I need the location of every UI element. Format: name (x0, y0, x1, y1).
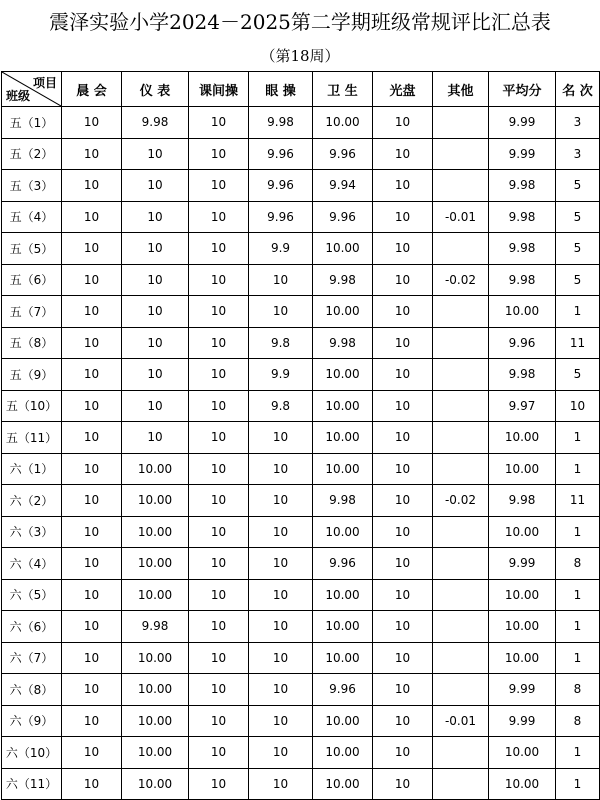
week-label: （第18周） (260, 47, 340, 65)
score-cell: 10 (249, 485, 313, 517)
score-cell: 10 (373, 327, 433, 359)
score-cell (433, 390, 489, 422)
score-cell: 10 (62, 642, 122, 674)
score-cell: 10.00 (313, 516, 373, 548)
score-cell: 10.00 (313, 296, 373, 328)
table-row (2, 611, 600, 643)
score-cell: 1 (556, 296, 600, 328)
score-cell: 10.00 (122, 674, 189, 706)
score-cell: 10 (62, 422, 122, 454)
score-cell (433, 768, 489, 800)
score-cell (433, 579, 489, 611)
score-cell: 10 (189, 359, 249, 391)
table-row (2, 422, 600, 454)
column-header: 课间操 (189, 72, 249, 107)
score-cell: 10 (189, 201, 249, 233)
class-name-cell: 五（8） (2, 327, 62, 359)
score-cell: 10 (189, 422, 249, 454)
score-cell: 10 (62, 390, 122, 422)
class-name-cell: 五（4） (2, 201, 62, 233)
table-row (2, 642, 600, 674)
score-cell (433, 737, 489, 769)
score-cell: 10 (62, 768, 122, 800)
score-cell: 10 (189, 674, 249, 706)
column-header: 晨 会 (62, 72, 122, 107)
table-row (2, 107, 600, 139)
score-cell: 10.00 (313, 768, 373, 800)
score-cell: 10 (122, 296, 189, 328)
score-cell: 10 (189, 107, 249, 139)
column-header: 光盘 (373, 72, 433, 107)
column-header: 眼 操 (249, 72, 313, 107)
score-cell: 10 (373, 296, 433, 328)
header-corner-cell (2, 72, 62, 107)
score-cell: -0.02 (433, 485, 489, 517)
score-cell: 10 (249, 611, 313, 643)
score-cell: 9.94 (313, 170, 373, 202)
score-cell: 10.00 (313, 233, 373, 265)
score-cell: 10 (122, 233, 189, 265)
class-name-cell: 五（7） (2, 296, 62, 328)
score-cell: 10 (62, 579, 122, 611)
score-cell: 9.96 (313, 548, 373, 580)
score-cell: 9.98 (249, 107, 313, 139)
score-cell: 9.96 (249, 170, 313, 202)
class-name-cell: 六（5） (2, 579, 62, 611)
score-cell: 11 (556, 327, 600, 359)
score-cell: 1 (556, 516, 600, 548)
score-cell: -0.01 (433, 705, 489, 737)
score-cell: 10 (189, 296, 249, 328)
score-cell: 10 (62, 233, 122, 265)
score-cell: 1 (556, 453, 600, 485)
score-cell (433, 107, 489, 139)
table-row (2, 390, 600, 422)
table-row (2, 233, 600, 265)
score-cell: 10 (62, 453, 122, 485)
score-cell: 10.00 (489, 737, 556, 769)
score-cell: 10 (373, 611, 433, 643)
score-cell: 10 (249, 422, 313, 454)
score-cell: 10 (62, 138, 122, 170)
score-cell: 10 (373, 138, 433, 170)
class-name-cell: 五（11） (2, 422, 62, 454)
table-row (2, 768, 600, 800)
score-cell: 10 (62, 485, 122, 517)
score-cell: 10.00 (313, 453, 373, 485)
column-header: 卫 生 (313, 72, 373, 107)
class-name-cell: 五（2） (2, 138, 62, 170)
score-cell: 9.98 (489, 233, 556, 265)
class-name-cell: 六（7） (2, 642, 62, 674)
class-name-cell: 五（5） (2, 233, 62, 265)
score-cell (433, 233, 489, 265)
score-cell: 8 (556, 548, 600, 580)
table-row (2, 264, 600, 296)
score-cell: 10 (249, 674, 313, 706)
score-cell: 10 (249, 296, 313, 328)
score-cell: 10 (122, 390, 189, 422)
score-cell: -0.02 (433, 264, 489, 296)
score-cell: 10 (189, 170, 249, 202)
score-cell: 9.8 (249, 327, 313, 359)
score-cell: 1 (556, 768, 600, 800)
score-cell: 10 (249, 642, 313, 674)
score-cell: 10 (62, 170, 122, 202)
score-cell: 10.00 (313, 737, 373, 769)
score-cell: 9.96 (313, 201, 373, 233)
score-cell: 10.00 (489, 516, 556, 548)
score-cell: 9.96 (249, 138, 313, 170)
score-cell: 9.96 (313, 674, 373, 706)
score-cell: 9.98 (489, 485, 556, 517)
score-cell: 10 (373, 233, 433, 265)
score-cell: 10 (373, 705, 433, 737)
score-cell: 9.98 (489, 201, 556, 233)
class-name-cell: 五（6） (2, 264, 62, 296)
score-cell: 10 (249, 768, 313, 800)
score-cell: 9.8 (249, 390, 313, 422)
score-cell: 10 (373, 579, 433, 611)
score-cell: 10.00 (489, 642, 556, 674)
score-cell (433, 170, 489, 202)
corner-label-class: 班级 (6, 89, 31, 103)
score-cell: 10 (373, 516, 433, 548)
score-cell: 10.00 (313, 611, 373, 643)
score-cell: 10 (556, 390, 600, 422)
score-cell (433, 138, 489, 170)
score-cell: 9.96 (489, 327, 556, 359)
score-cell: 10 (373, 264, 433, 296)
score-cell: 10 (62, 737, 122, 769)
score-cell: 10 (373, 548, 433, 580)
score-cell: 10 (189, 642, 249, 674)
score-cell: 10.00 (313, 422, 373, 454)
score-cell: 10.00 (122, 579, 189, 611)
score-cell: 10 (249, 453, 313, 485)
score-cell: 10 (373, 642, 433, 674)
score-cell: 10 (373, 170, 433, 202)
score-cell: 10 (62, 107, 122, 139)
score-cell (433, 296, 489, 328)
score-cell (433, 611, 489, 643)
score-cell: 9.98 (313, 327, 373, 359)
score-cell: 10.00 (313, 705, 373, 737)
score-cell: 10 (189, 233, 249, 265)
score-cell: 10 (249, 579, 313, 611)
score-cell (433, 422, 489, 454)
class-name-cell: 六（3） (2, 516, 62, 548)
score-cell (433, 642, 489, 674)
score-cell: 10.00 (489, 611, 556, 643)
class-name-cell: 六（6） (2, 611, 62, 643)
score-cell: 10 (189, 705, 249, 737)
score-cell: 10.00 (313, 390, 373, 422)
score-cell: 10 (249, 737, 313, 769)
class-name-cell: 五（3） (2, 170, 62, 202)
score-cell: 1 (556, 422, 600, 454)
score-cell: 9.98 (489, 264, 556, 296)
score-cell: 10 (122, 359, 189, 391)
score-cell: 3 (556, 107, 600, 139)
column-header: 仪 表 (122, 72, 189, 107)
score-cell: 10 (189, 768, 249, 800)
table-body (2, 107, 600, 800)
score-cell (433, 327, 489, 359)
score-cell: 10.00 (122, 453, 189, 485)
table-row (2, 453, 600, 485)
score-cell: 10 (189, 453, 249, 485)
score-cell: 10 (249, 264, 313, 296)
score-cell: 10 (189, 390, 249, 422)
score-cell: 10 (189, 579, 249, 611)
corner-label-items: 项目 (32, 76, 57, 90)
score-cell: 9.98 (489, 170, 556, 202)
score-cell: 10 (62, 705, 122, 737)
score-cell: 9.96 (249, 201, 313, 233)
score-cell: 10 (62, 201, 122, 233)
score-cell: 5 (556, 233, 600, 265)
score-cell: 10 (189, 264, 249, 296)
score-cell: 10 (122, 422, 189, 454)
header-row (2, 72, 600, 107)
score-cell: 10 (62, 359, 122, 391)
score-cell: 10.00 (122, 705, 189, 737)
score-cell: 9.98 (489, 359, 556, 391)
score-cell: 11 (556, 485, 600, 517)
score-cell: 10 (373, 359, 433, 391)
score-cell: 9.96 (313, 138, 373, 170)
score-cell: 10 (189, 138, 249, 170)
score-cell (433, 453, 489, 485)
table-row (2, 485, 600, 517)
score-cell: 10.00 (489, 579, 556, 611)
score-cell: 9.97 (489, 390, 556, 422)
score-cell: 10 (62, 327, 122, 359)
score-cell: 10.00 (122, 768, 189, 800)
score-cell: 10 (249, 516, 313, 548)
score-cell: 10 (62, 296, 122, 328)
table-row (2, 674, 600, 706)
score-cell: 10 (373, 107, 433, 139)
score-cell: 10 (373, 201, 433, 233)
score-cell: 10 (189, 327, 249, 359)
class-name-cell: 六（2） (2, 485, 62, 517)
score-cell: 9.9 (249, 359, 313, 391)
score-cell (433, 548, 489, 580)
score-cell: 1 (556, 611, 600, 643)
score-cell: 10 (189, 485, 249, 517)
score-cell: 10 (122, 264, 189, 296)
score-cell (433, 359, 489, 391)
score-cell: 9.98 (122, 107, 189, 139)
score-cell: 10 (62, 611, 122, 643)
score-cell: 9.99 (489, 107, 556, 139)
score-cell: 10 (249, 548, 313, 580)
score-cell: 10.00 (489, 453, 556, 485)
column-header: 其他 (433, 72, 489, 107)
score-cell: 8 (556, 705, 600, 737)
score-cell: 5 (556, 264, 600, 296)
score-cell: 10.00 (122, 642, 189, 674)
score-cell: 10 (373, 485, 433, 517)
score-cell: 9.99 (489, 674, 556, 706)
class-name-cell: 六（11） (2, 768, 62, 800)
score-cell: 10 (249, 705, 313, 737)
score-cell: 10 (373, 422, 433, 454)
score-cell: 10.00 (313, 579, 373, 611)
score-cell: 10 (373, 674, 433, 706)
table-row (2, 170, 600, 202)
score-cell: 9.99 (489, 548, 556, 580)
column-header: 名 次 (556, 72, 600, 107)
table-row (2, 327, 600, 359)
score-cell: 5 (556, 170, 600, 202)
score-cell (433, 674, 489, 706)
score-cell: 1 (556, 642, 600, 674)
score-cell: 10 (62, 264, 122, 296)
score-cell: 10 (122, 170, 189, 202)
score-cell: 9.98 (122, 611, 189, 643)
score-cell: 10.00 (313, 642, 373, 674)
score-cell: 10.00 (122, 485, 189, 517)
class-name-cell: 六（4） (2, 548, 62, 580)
score-cell: 10 (189, 611, 249, 643)
score-cell (433, 516, 489, 548)
table-row (2, 359, 600, 391)
score-cell: 10 (122, 327, 189, 359)
table-row (2, 548, 600, 580)
score-cell: 10.00 (313, 359, 373, 391)
score-cell: 1 (556, 737, 600, 769)
table-row (2, 705, 600, 737)
score-cell: 10.00 (313, 107, 373, 139)
score-cell: 10.00 (122, 548, 189, 580)
score-cell: 9.98 (313, 485, 373, 517)
class-name-cell: 五（1） (2, 107, 62, 139)
score-cell: 10 (373, 453, 433, 485)
score-cell: 1 (556, 579, 600, 611)
score-cell: 10 (62, 548, 122, 580)
score-cell: 9.98 (313, 264, 373, 296)
class-name-cell: 六（9） (2, 705, 62, 737)
table-row (2, 138, 600, 170)
class-name-cell: 五（10） (2, 390, 62, 422)
table-row (2, 296, 600, 328)
score-cell: 10.00 (122, 737, 189, 769)
summary-table (1, 71, 600, 800)
class-name-cell: 五（9） (2, 359, 62, 391)
score-cell: 10.00 (489, 422, 556, 454)
score-cell: 10 (122, 138, 189, 170)
score-cell: 10.00 (489, 768, 556, 800)
score-cell: 9.99 (489, 705, 556, 737)
document-title: 震泽实验小学2024－2025第二学期班级常规评比汇总表 (49, 10, 551, 34)
score-cell: 10 (373, 768, 433, 800)
class-name-cell: 六（8） (2, 674, 62, 706)
score-cell: 10 (122, 201, 189, 233)
score-cell: 5 (556, 359, 600, 391)
score-cell: 10 (189, 548, 249, 580)
score-cell: 10 (189, 516, 249, 548)
score-cell: 10 (373, 390, 433, 422)
score-cell: 10 (62, 674, 122, 706)
table-row (2, 737, 600, 769)
score-cell: 10 (373, 737, 433, 769)
score-cell: 9.9 (249, 233, 313, 265)
score-cell: 5 (556, 201, 600, 233)
table-row (2, 201, 600, 233)
score-cell: 3 (556, 138, 600, 170)
class-name-cell: 六（10） (2, 737, 62, 769)
score-cell: -0.01 (433, 201, 489, 233)
score-cell: 8 (556, 674, 600, 706)
score-cell: 10 (189, 737, 249, 769)
column-header: 平均分 (489, 72, 556, 107)
score-cell: 10 (62, 516, 122, 548)
score-cell: 9.99 (489, 138, 556, 170)
table-row (2, 516, 600, 548)
table-row (2, 579, 600, 611)
score-cell: 10.00 (122, 516, 189, 548)
score-cell: 10.00 (489, 296, 556, 328)
class-name-cell: 六（1） (2, 453, 62, 485)
